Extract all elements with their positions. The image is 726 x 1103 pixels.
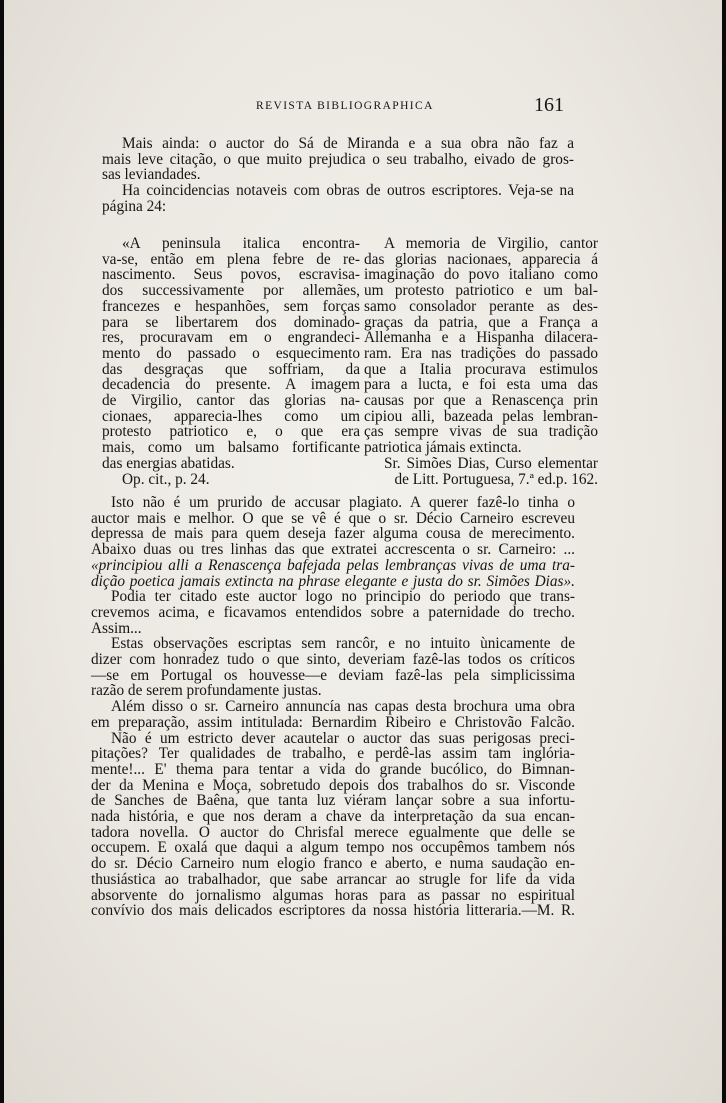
text-line: de Virgilio, cantor das glorias na- — [102, 392, 360, 410]
text-line: convívio dos mais delicados escriptores da nossa história litteraria.—M. R. — [91, 902, 575, 920]
text-line: Podia ter citado este auctor logo no principio do periodo que trans- — [111, 588, 575, 606]
text-line: dos successivamente por allemães, — [102, 282, 360, 300]
text-line: mente!... E' thema para tentar a vida do grande bucólico, do Bimnan- — [91, 760, 575, 778]
text-line: das glorias nacionaes, apparecia á — [364, 250, 598, 268]
text-line: nada história, e que nos deram a chave da interpretação da sua encan- — [91, 808, 575, 826]
text-line: ças sempre vivas de sua tradição — [364, 423, 598, 441]
text-line: mais leve citação, o que muito prejudica o seu trabalho, eivado de gros- — [102, 150, 574, 168]
quote-left-column — [102, 236, 360, 487]
text-line: dizer com honradez tudo o que sinto, deveriam fazê-las todos os críticos — [91, 651, 575, 669]
text-line: mento do passado o esquecimento — [102, 344, 360, 362]
text-line: cionaes, apparecia-lhes como um — [102, 407, 360, 425]
text-line: ram. Era nas tradições do passado — [364, 344, 598, 362]
text-line: Isto não é um prurido de accusar plagiato. A querer fazê-lo tinha o — [111, 494, 575, 511]
text-line: occupem. E oxalá que daqui a algum tempo nos occupêmos tambem nós — [91, 839, 575, 857]
text-line: samo consolador perante as des- — [364, 297, 598, 315]
text-line: protesto patriotico e, o que era — [102, 423, 360, 441]
text-line: patriotica jámais extincta. — [364, 439, 522, 457]
text-line: francezes e hespanhões, sem forças — [102, 297, 360, 315]
text-line: das desgraças que soffriam, da — [102, 360, 360, 378]
intro-paragraph — [102, 136, 574, 215]
text-line: Abaixo duas ou tres linhas das que extratei accrescenta o sr. Carneiro: ... — [91, 541, 575, 559]
text-line: absorvente do jornalismo algumas horas para as passar no espiritual — [91, 886, 575, 904]
text-line: nascimento. Seus povos, escravisa- — [102, 266, 360, 284]
text-line: de Sanches de Baêna, que tanta luz viéram lançar sobre a sua infortu- — [91, 792, 575, 810]
text-line: Allemanha e a Hispanha dilacera- — [364, 329, 598, 347]
text-line: cipiou alli, bazeada pelas lembran- — [364, 407, 598, 425]
text-line: página 24: — [102, 197, 167, 215]
citation: Op. cit., p. 24. — [122, 470, 210, 488]
running-title: REVISTA BIBLIOGRAPHICA — [256, 100, 434, 112]
text-line: causas por que a Renascença prin — [364, 392, 598, 410]
text-line: pitações? Ter qualidades de trabalho, e perdê-las assim tam inglória- — [91, 745, 575, 763]
review-body — [91, 495, 575, 919]
text-line: dição poetica jamais extincta na phrase elegante e justa do sr. Simões Dias». — [91, 572, 575, 590]
text-line: —se em Portugal os houvesse—e deviam fazê-las pela simplicissima — [91, 666, 575, 684]
book-page — [4, 0, 722, 1103]
text-line: mais, como um balsamo fortificante — [102, 439, 360, 457]
text-line: que a Italia procurava estimulos — [364, 360, 598, 378]
text-line: crevemos acima, e ficavamos entendidos sobre a paternidade do trecho. — [91, 603, 575, 621]
text-line: Ha coincidencias notaveis com obras de outros escriptores. Veja-se na — [122, 182, 574, 200]
text-line: das energias abatidas. — [102, 454, 235, 472]
text-line: «A peninsula italica encontra- — [122, 235, 360, 252]
page-header — [4, 96, 722, 120]
text-line: Mais ainda: o auctor do Sá de Miranda e a sua obra não faz a — [122, 135, 574, 152]
text-line: para se libertarem dos dominado- — [102, 313, 360, 331]
text-line: decadencia do presente. A imagem — [102, 376, 360, 394]
page-number: 161 — [534, 94, 564, 116]
text-line: tadora novella. O auctor do Chrisfal merece egualmente que delle se — [91, 823, 575, 841]
text-line: do sr. Décio Carneiro num elogio franco e aberto, e numa saudação en- — [91, 855, 575, 873]
text-line: Além disso o sr. Carneiro annuncía nas capas desta brochura uma obra — [111, 698, 575, 716]
text-line: graças da patria, que a França a — [364, 313, 598, 331]
text-line: auctor mais e melhor. O que se vê é que o sr. Décio Carneiro escreveu — [91, 509, 575, 527]
text-line: Estas observações escriptas sem rancôr, e no intuito ùnicamente de — [111, 635, 575, 653]
text-line: razão de serem profundamente justas. — [91, 682, 322, 700]
text-line: para a lucta, e foi esta uma das — [364, 376, 598, 394]
text-line: Assim... — [91, 619, 142, 637]
citation: Sr. Simões Dias, Curso elementar — [384, 454, 598, 472]
text-line: der da Menina e Moça, sobretudo depois dos trabalhos do sr. Visconde — [91, 776, 575, 794]
quote-right-column — [364, 236, 598, 487]
text-line: «principiou alli a Renascença bafejada pelas lembranças vivas de uma tra- — [91, 556, 575, 574]
text-line: depressa de mais para quem deseja fazer alguma cousa de merecimento. — [91, 525, 575, 543]
citation: de Litt. Portuguesa, 7.ª ed.p. 162. — [394, 470, 598, 488]
text-line: va-se, então em plena febre de re- — [102, 250, 360, 268]
text-line: Não é um estricto dever acautelar o auctor das suas perigosas preci- — [111, 729, 575, 747]
text-line: thusiástica ao trabalhador, que sabe arrancar ao strugle for life da vida — [91, 870, 575, 888]
text-line: em preparação, assim intitulada: Bernardim Ribeiro e Christovão Falcão. — [91, 713, 575, 731]
text-line: sas leviandades. — [102, 166, 201, 184]
text-line: imaginação do povo italiano como — [364, 266, 598, 284]
text-line: A memoria de Virgilio, cantor — [384, 235, 598, 252]
text-line: um protesto patriotico e um bal- — [364, 282, 598, 300]
text-line: res, procuravam em o engrandeci- — [102, 329, 360, 347]
